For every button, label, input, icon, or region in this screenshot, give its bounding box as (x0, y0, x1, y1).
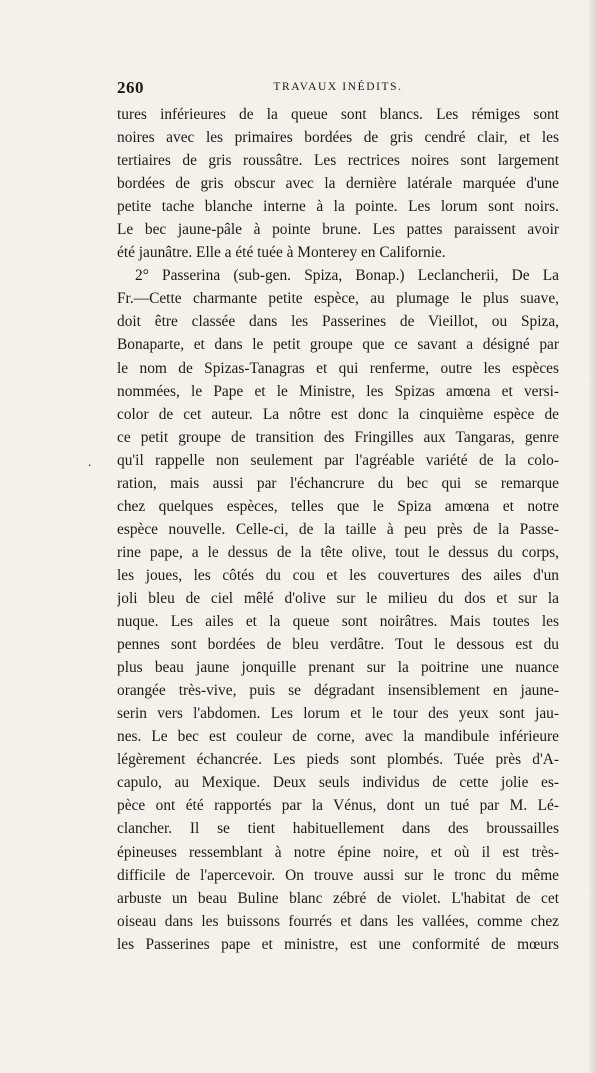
text-line: ration, mais aussi par l'échancrure du bec qui se remarque (117, 474, 559, 492)
text-line: épineuses ressemblant à notre épine noire, et où il est très- (117, 843, 559, 861)
text-line: joli bleu de ciel mêlé d'olive sur le milieu du dos et sur la (117, 589, 559, 607)
text-line: Le bec jaune-pâle à pointe brune. Les pattes paraissent avoir (117, 221, 559, 239)
text-line: doit être classée dans les Passerines de Vieillot, ou Spiza, (117, 313, 559, 331)
text-line: tertiaires de gris roussâtre. Les rectrices noires sont largement (117, 152, 559, 170)
text-line: légèrement échancrée. Les pieds sont plombés. Tuée près d'A- (117, 751, 559, 769)
text-line: Fr.—Cette charmante petite espèce, au plumage le plus suave, (117, 290, 559, 308)
text-line: serin vers l'abdomen. Les lorum et le tour des yeux sont jau- (117, 705, 559, 723)
text-line: arbuste un beau Buline blanc zébré de violet. L'habitat de cet (117, 889, 559, 907)
text-line: bordées de gris obscur avec la dernière latérale marquée d'une (117, 175, 559, 193)
text-line: plus beau jaune jonquille prenant sur la poitrine une nuance (117, 659, 559, 677)
page-number: 260 (117, 78, 144, 97)
text-line: nommées, le Pape et le Ministre, les Spizas amœna et versi- (117, 382, 559, 400)
text-line: tures inférieures de la queue sont blancs. Les rémiges sont (117, 106, 559, 123)
text-line: 2° Passerina (sub-gen. Spiza, Bonap.) Leclancherii, De La (135, 267, 559, 285)
running-title: TRAVAUX INÉDITS. (273, 81, 403, 93)
text-line: nes. Le bec est couleur de corne, avec la mandibule inférieure (117, 728, 559, 746)
text-line: color de cet auteur. La nôtre est donc la cinquième espèce de (117, 405, 559, 423)
text-line: oiseau dans les buissons fourrés et dans les vallées, comme chez (117, 912, 559, 930)
text-line: petite tache blanche interne à la pointe. Les lorum sont noirs. (117, 198, 559, 216)
text-line: capulo, au Mexique. Deux seuls individus de cette jolie es- (117, 774, 559, 792)
text-line: pèce ont été rapportés par la Vénus, dont un tué par M. Lé- (117, 797, 559, 815)
text-line: chez quelques espèces, telles que le Spiza amœna et notre (117, 497, 559, 515)
text-line: orangée très-vive, puis se dégradant insensiblement en jaune- (117, 682, 559, 700)
text-line: espèce nouvelle. Celle-ci, de la taille à peu près de la Passe- (117, 520, 559, 538)
text-line: été jaunâtre. Elle a été tuée à Monterey en Californie. (117, 244, 446, 262)
text-line: pennes sont bordées de bleu verdâtre. Tout le dessous est du (117, 636, 559, 654)
text-line: qu'il rappelle non seulement par l'agréable variété de la colo- (117, 451, 559, 469)
text-line: clancher. Il se tient habituellement dans des broussailles (117, 820, 559, 838)
text-line: Bonaparte, et dans le petit groupe que ce savant a désigné par (117, 336, 559, 354)
page-gutter-shadow (589, 0, 597, 1073)
text-line: les Passerines pape et ministre, est une conformité de mœurs (117, 935, 559, 953)
text-line: ce petit groupe de transition des Fringilles aux Tangaras, genre (117, 428, 559, 446)
page-header (117, 78, 559, 100)
text-line: les joues, les côtés du cou et les couvertures des ailes d'un (117, 566, 559, 584)
text-line: rine pape, a le dessus de la tête olive, tout le dessus du corps, (117, 543, 559, 561)
text-line: le nom de Spizas-Tanagras et qui renferme, outre les espèces (117, 359, 559, 377)
text-line: noires avec les primaires bordées de gris cendré clair, et les (117, 129, 559, 147)
text-line: difficile de l'apercevoir. On trouve aussi sur le tronc du même (117, 866, 559, 884)
text-line: nuque. Les ailes et la queue sont noirâtres. Mais toutes les (117, 613, 559, 631)
body-text (117, 103, 559, 956)
margin-mark: . (88, 454, 92, 469)
